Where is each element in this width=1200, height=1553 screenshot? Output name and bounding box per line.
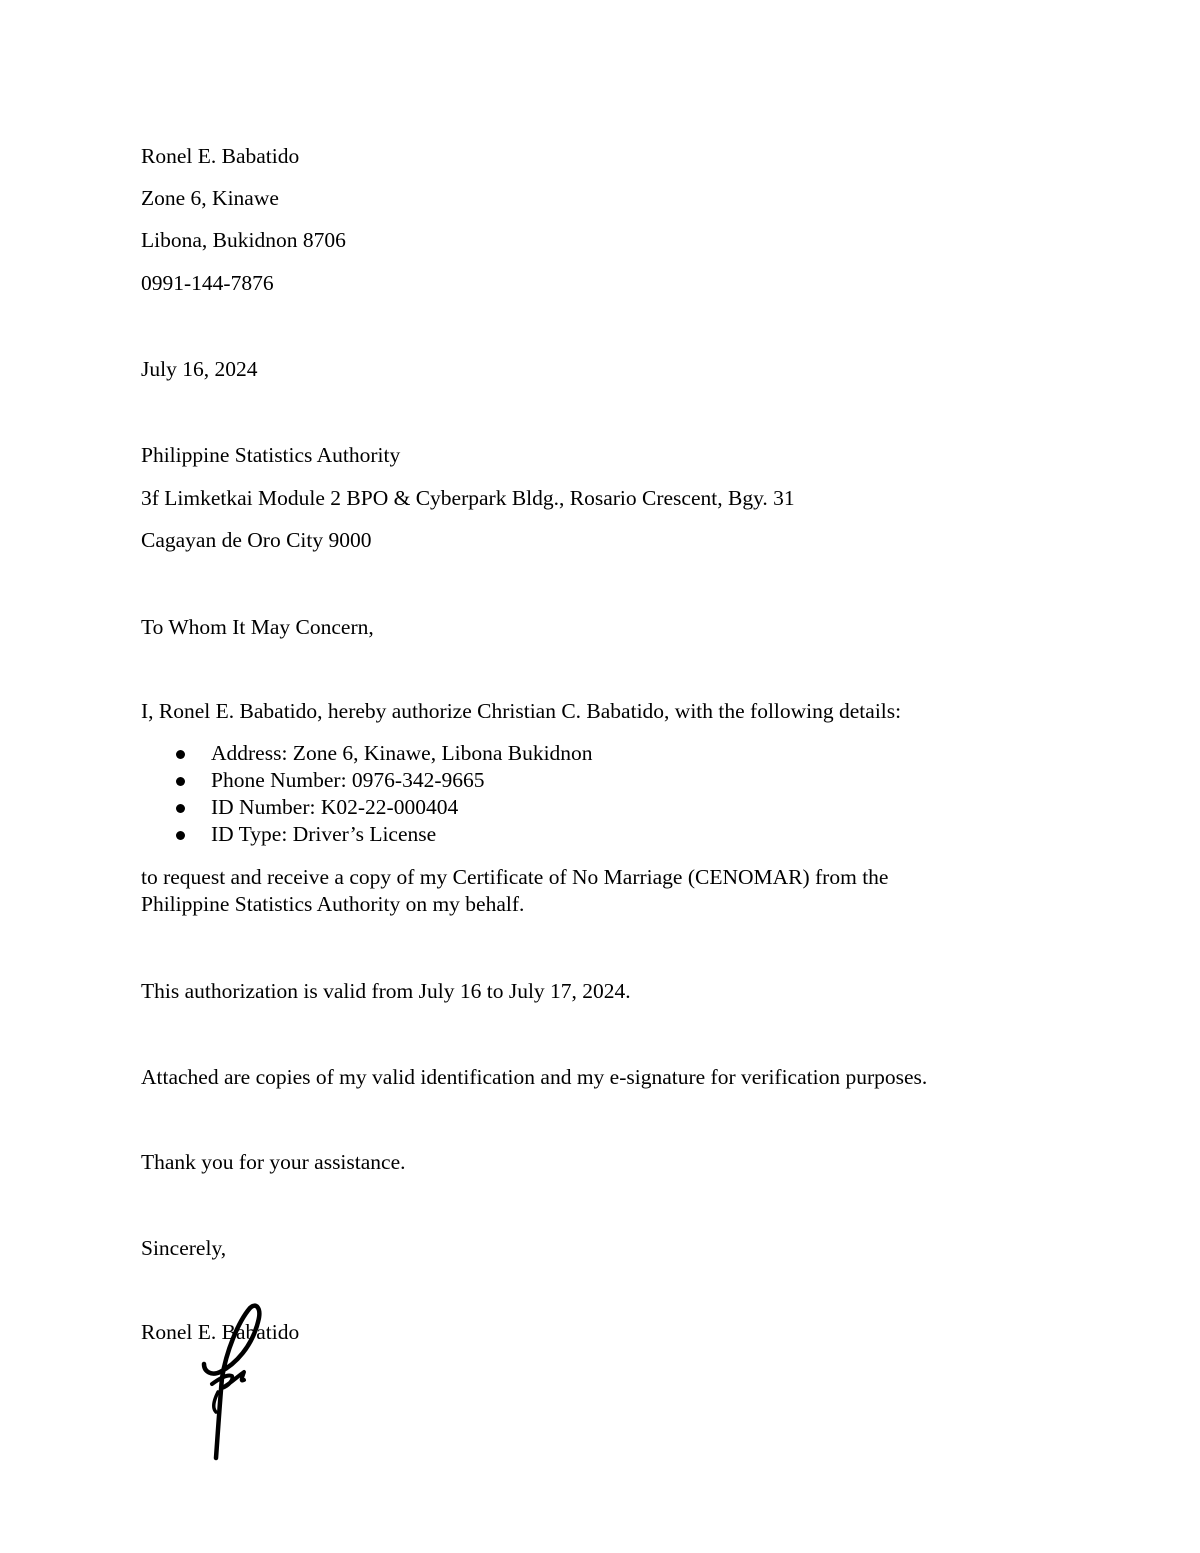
- bullet-icon: [176, 777, 185, 786]
- details-list: [141, 740, 593, 848]
- authorization-intro: I, Ronel E. Babatido, hereby authorize Christian C. Babatido, with the following details:: [141, 699, 902, 723]
- purpose-line1: to request and receive a copy of my Certificate of No Marriage (CENOMAR) from the: [141, 865, 889, 889]
- detail-address: Address: Zone 6, Kinawe, Libona Bukidnon: [211, 741, 593, 765]
- sender-address-line2: Libona, Bukidnon 8706: [141, 228, 346, 252]
- bullet-icon: [176, 831, 185, 840]
- signatory-name: Ronel E. Babatido: [141, 1320, 300, 1344]
- sender-name: Ronel E. Babatido: [141, 144, 300, 168]
- recipient-address-line2: Cagayan de Oro City 9000: [141, 528, 372, 552]
- sender-address-line1: Zone 6, Kinawe: [141, 186, 279, 210]
- thanks-statement: Thank you for your assistance.: [141, 1150, 406, 1174]
- list-item: [141, 767, 593, 794]
- purpose-paragraph: [141, 864, 888, 918]
- list-item: [141, 740, 593, 767]
- closing: Sincerely,: [141, 1236, 227, 1260]
- sender-phone: 0991-144-7876: [141, 271, 274, 295]
- salutation: To Whom It May Concern,: [141, 615, 374, 639]
- recipient-address-line1: 3f Limketkai Module 2 BPO & Cyberpark Bldg., Rosario Crescent, Bgy. 31: [141, 486, 795, 510]
- handwritten-signature: [190, 1300, 280, 1465]
- detail-phone: Phone Number: 0976-342-9665: [211, 768, 485, 792]
- list-item: [141, 821, 593, 848]
- purpose-line2: Philippine Statistics Authority on my behalf.: [141, 892, 525, 916]
- attachments-statement: Attached are copies of my valid identification and my e-signature for verification purposes.: [141, 1065, 928, 1089]
- recipient-organization: Philippine Statistics Authority: [141, 443, 401, 467]
- bullet-icon: [176, 750, 185, 759]
- detail-id-type: ID Type: Driver’s License: [211, 822, 437, 846]
- bullet-icon: [176, 804, 185, 813]
- letter-date: July 16, 2024: [141, 357, 258, 381]
- validity-statement: This authorization is valid from July 16 to July 17, 2024.: [141, 979, 631, 1003]
- list-item: [141, 794, 593, 821]
- detail-id-number: ID Number: K02-22-000404: [211, 795, 459, 819]
